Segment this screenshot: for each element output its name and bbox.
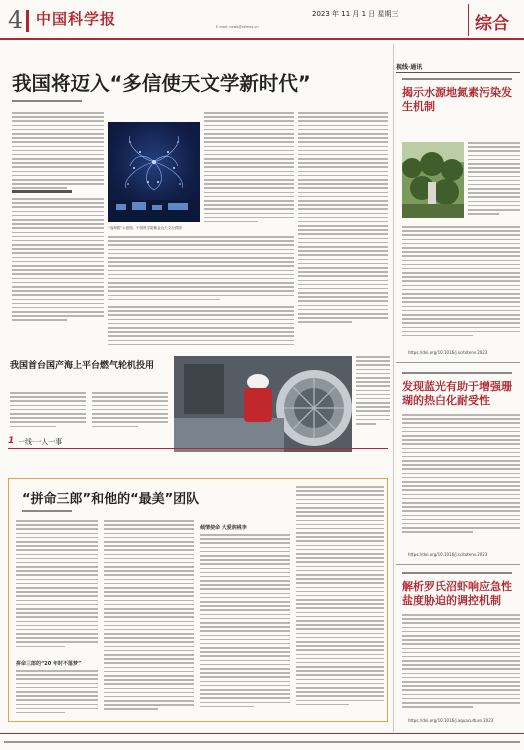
- feature-subhead-1: 拼命三郎的“20 年时不落梦”: [16, 661, 82, 667]
- story3-url[interactable]: https://doi.org/10.1016/j.aquaculture.2023: [408, 718, 494, 723]
- column-mark: 1: [8, 436, 15, 446]
- lead-column-2c: [108, 306, 294, 350]
- footer: [0, 733, 524, 750]
- lead-figure-caption: “高海拔”示意图。中国科学院紫金山天文台供图: [108, 226, 182, 230]
- section-label-box: [468, 4, 522, 36]
- paper-logo: 中国科学报: [36, 10, 117, 28]
- column-divider: [393, 44, 394, 732]
- column-rule: [8, 448, 388, 449]
- story2-url[interactable]: https://doi.org/10.1016/j.scitotenv.2023: [408, 552, 488, 557]
- story2-body: [402, 414, 520, 540]
- feature-column-2: [104, 520, 194, 718]
- contact-line: E-mail: news@stimes.cn: [216, 25, 259, 29]
- lead-column-2b: [108, 236, 294, 304]
- section-title: 综合: [475, 14, 509, 34]
- lead-column-3: [298, 112, 388, 342]
- right-column-header: 视线·通讯: [396, 64, 423, 71]
- story3-body: [402, 614, 520, 714]
- footer-imprint: [4, 741, 520, 743]
- page-number-divider: [26, 10, 29, 32]
- feature-column-1: [16, 520, 98, 652]
- feature-column-4: [296, 486, 384, 718]
- turbine-scene: [174, 356, 352, 452]
- lead-byline: [12, 100, 82, 102]
- feature-column-1b: [16, 670, 98, 718]
- feature-subhead-2: 倾情使命 大爱润桃李: [200, 525, 247, 531]
- lead-column-2: [204, 112, 294, 232]
- feature-headline: “拼命三郎”和他的“最美”团队: [22, 492, 200, 507]
- lead-column-1: [12, 112, 104, 196]
- story3-kicker: [402, 572, 512, 574]
- ship-column-3: [356, 356, 390, 434]
- story1-rule: [396, 362, 520, 363]
- right-header-rule: [396, 72, 520, 73]
- story2-headline: 发现蓝光有助于增强珊瑚的热白化耐受性: [402, 380, 512, 407]
- forest-scene: [402, 142, 464, 218]
- story1-kicker: [402, 78, 512, 80]
- story2-rule: [396, 564, 520, 565]
- forest-photo: [402, 142, 464, 218]
- gas-turbine-photo: [174, 356, 352, 452]
- story1-column-a: [468, 142, 520, 222]
- ship-column-2: [92, 392, 168, 432]
- feature-byline: [22, 510, 72, 512]
- ship-column-1: [10, 392, 86, 432]
- lead-column-1b: [12, 198, 104, 332]
- masthead: [0, 0, 524, 40]
- column-name: 一线·一人一事: [18, 438, 63, 446]
- story1-url[interactable]: https://doi.org/10.1016/j.scitotenv.2023: [408, 350, 488, 355]
- issue-date: 2023 年 11 月 1 日 星期三: [312, 10, 399, 18]
- lead-headline: 我国将迈入“多信使天文学新时代”: [12, 72, 311, 95]
- feature-column-3: [200, 534, 290, 718]
- page-number: 4: [8, 6, 24, 34]
- ship-headline: 我国首台国产海上平台燃气轮机投用: [10, 361, 155, 371]
- lead-subhead-1: [12, 190, 72, 193]
- story1-column-b: [402, 226, 520, 344]
- spiral-array-graphic: [108, 122, 200, 222]
- lhaaso-illustration: [108, 122, 200, 222]
- story3-headline: 解析罗氏沼虾响应急性盐度胁迫的调控机制: [402, 580, 512, 607]
- column-bar: [8, 436, 84, 446]
- story2-kicker: [402, 372, 512, 374]
- story1-headline: 揭示水源地氮素污染发生机制: [402, 86, 512, 113]
